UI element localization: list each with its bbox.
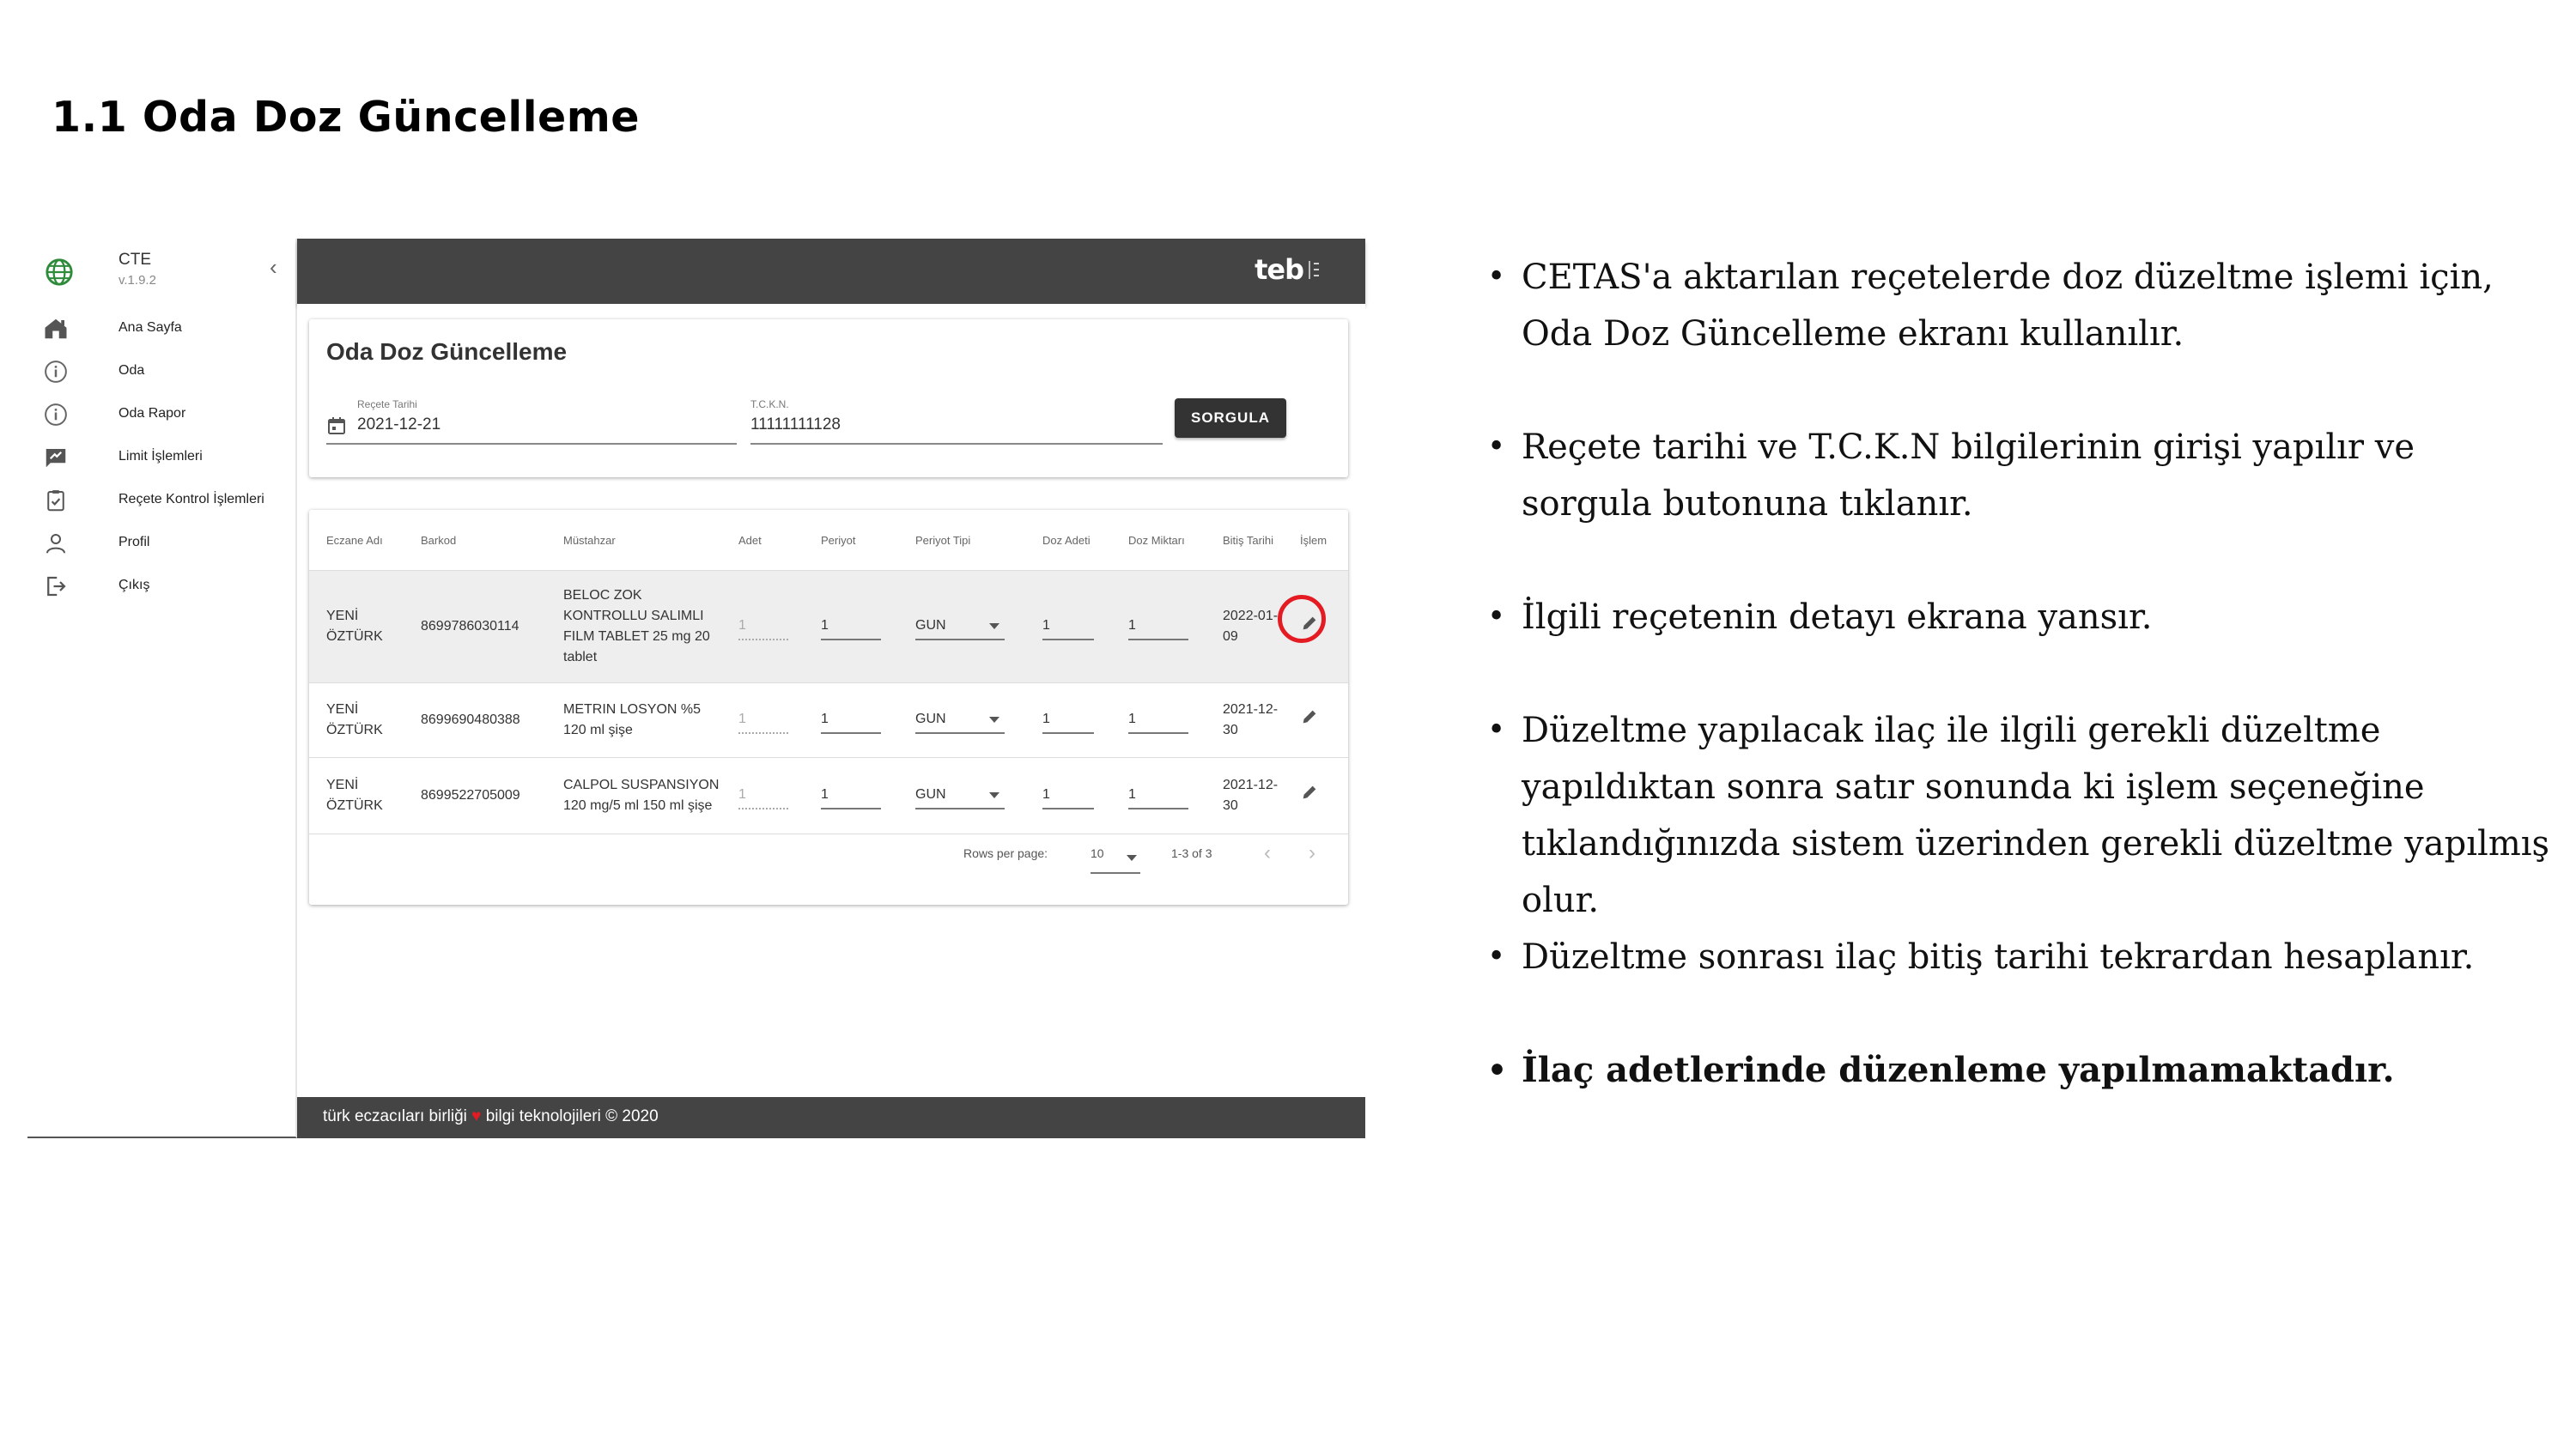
main-content [297, 304, 1365, 1088]
instruction-item: • CETAS'a aktarılan reçetelerde doz düzeltme işlemi için, Oda Doz Güncelleme ekranı kullanılır. [1485, 249, 2550, 362]
home-icon [43, 316, 69, 342]
col-header-period-type: Periyot Tipi [898, 510, 1025, 571]
product-cell: METRIN LOSYON %5 120 ml şişe [546, 683, 721, 758]
brand-text: teb [1255, 253, 1303, 286]
footer-text [323, 1107, 659, 1126]
count-field: 1 [738, 706, 788, 734]
dose-count-cell [1025, 571, 1111, 683]
table-row [309, 683, 1348, 758]
col-header-period: Periyot [804, 510, 898, 571]
sidebar-item-limit-islemleri[interactable] [43, 441, 292, 476]
brand-mark: ▬ ▬ ▬ [1309, 261, 1343, 279]
user-icon [43, 530, 69, 556]
col-header-action: İşlem [1283, 510, 1348, 571]
sidebar-item-label: Ana Sayfa [118, 320, 182, 335]
count-cell [721, 683, 804, 758]
sidebar-item-oda-rapor[interactable] [43, 398, 292, 433]
pharmacy-cell: YENİ ÖZTÜRK [309, 571, 404, 683]
prescription-date-label: Reçete Tarihi [357, 398, 417, 410]
app-version: v.1.9.2 [118, 273, 156, 288]
prescription-date-input[interactable] [357, 415, 726, 434]
app-screenshot [27, 239, 1365, 1138]
rows-per-page-value: 10 [1091, 846, 1104, 860]
period-type-select[interactable] [915, 613, 1005, 640]
period-type-cell [898, 758, 1025, 834]
pharmacy-cell: YENİ ÖZTÜRK [309, 758, 404, 834]
pagination-range: 1-3 of 3 [1171, 846, 1212, 860]
dropdown-caret-icon [1127, 855, 1137, 861]
period-type-value: GUN [915, 787, 946, 802]
period-type-cell [898, 571, 1025, 683]
count-cell [721, 758, 804, 834]
period-type-select[interactable] [915, 782, 1005, 809]
calendar-icon[interactable] [326, 415, 347, 436]
instruction-item: • Reçete tarihi ve T.C.K.N bilgilerinin girişi yapılır ve sorgula butonuna tıklanır. [1485, 419, 2550, 532]
dropdown-caret-icon [989, 792, 999, 798]
top-app-bar [297, 239, 1365, 304]
tckn-label: T.C.K.N. [750, 398, 789, 410]
highlight-circle [1278, 595, 1326, 643]
period-input[interactable]: 1 [821, 613, 881, 640]
limit-icon [43, 445, 69, 470]
action-cell [1283, 758, 1348, 834]
prescription-table-card [309, 510, 1348, 905]
instruction-item: • İlgili reçetenin detayı ekrana yansır. [1485, 589, 2550, 646]
end-date-cell: 2022-01-09 [1206, 571, 1283, 683]
period-input[interactable]: 1 [821, 706, 881, 734]
rows-per-page-select[interactable] [1091, 846, 1140, 874]
count-field: 1 [738, 782, 788, 809]
instruction-item: • Düzeltme sonrası ilaç bitiş tarihi tekrardan hesaplanır. [1485, 929, 2550, 985]
sidebar-item-label: Oda Rapor [118, 406, 186, 421]
tckn-input[interactable] [750, 415, 1163, 434]
globe-icon [45, 258, 74, 287]
col-header-barcode: Barkod [404, 510, 546, 571]
period-input[interactable]: 1 [821, 782, 881, 809]
page-title: Oda Doz Güncelleme [326, 338, 568, 365]
table-row [309, 571, 1348, 683]
brand-logo [1255, 252, 1343, 287]
period-cell [804, 571, 898, 683]
end-date-cell: 2021-12-30 [1206, 683, 1283, 758]
sidebar-item-label: Oda [118, 363, 145, 378]
sidebar-item-oda[interactable] [43, 355, 292, 390]
clipboard-check-icon [43, 488, 69, 513]
instruction-item-bold: • İlaç adetlerinde düzenleme yapılmamaktadır. [1485, 1042, 2550, 1099]
col-header-pharmacy: Eczane Adı [309, 510, 404, 571]
collapse-chevron-icon[interactable]: ‹ [270, 254, 277, 280]
barcode-cell: 8699690480388 [404, 683, 546, 758]
dose-amount-cell [1111, 683, 1206, 758]
dose-count-input[interactable]: 1 [1042, 613, 1094, 640]
dose-amount-cell [1111, 758, 1206, 834]
app-footer [297, 1097, 1365, 1138]
count-cell [721, 571, 804, 683]
period-type-select[interactable] [915, 706, 1005, 734]
end-date-cell: 2021-12-30 [1206, 758, 1283, 834]
footer-text-start: türk eczacıları birliği [323, 1107, 467, 1125]
sidebar-item-label: Çıkış [118, 578, 150, 592]
col-header-count: Adet [721, 510, 804, 571]
action-cell [1283, 683, 1348, 758]
document-title: 1.1 Oda Doz Güncelleme [52, 93, 641, 142]
period-cell [804, 683, 898, 758]
sidebar-item-label: Reçete Kontrol İşlemleri [118, 492, 264, 506]
prescription-date-field[interactable] [326, 398, 737, 445]
sidebar-item-ana-sayfa[interactable] [43, 312, 292, 347]
chevron-right-icon[interactable]: › [1309, 841, 1315, 864]
col-header-dose-count: Doz Adeti [1025, 510, 1111, 571]
col-header-end-date: Bitiş Tarihi [1206, 510, 1283, 571]
sidebar-item-label: Profil [118, 535, 150, 549]
instruction-item: • Düzeltme yapılacak ilaç ile ilgili gerekli düzeltme yapıldıktan sonra satır sonunda ki işlem seçeneğine tıklandığınızda sistem üzerinden gerekli düzeltme yapılmış olur. [1485, 702, 2550, 929]
footer-text-end: bilgi teknolojileri © 2020 [485, 1107, 659, 1125]
rows-per-page-label: Rows per page: [963, 846, 1048, 860]
chevron-left-icon[interactable]: ‹ [1264, 841, 1271, 864]
sidebar [27, 239, 297, 1138]
logout-icon [43, 573, 69, 599]
info-icon [43, 359, 69, 385]
table-row [309, 758, 1348, 834]
app-name: CTE [118, 251, 151, 269]
col-header-dose-amount: Doz Miktarı [1111, 510, 1206, 571]
edit-pencil-icon[interactable] [1300, 707, 1319, 726]
product-cell: BELOC ZOK KONTROLLU SALIMLI FILM TABLET 25 mg 20 tablet [546, 571, 721, 683]
barcode-cell: 8699522705009 [404, 758, 546, 834]
dose-count-cell [1025, 758, 1111, 834]
dose-count-input[interactable]: 1 [1042, 782, 1094, 809]
query-button[interactable]: SORGULA [1175, 398, 1286, 438]
product-cell: CALPOL SUSPANSIYON 120 mg/5 ml 150 ml şişe [546, 758, 721, 834]
count-field: 1 [738, 613, 788, 640]
sidebar-item-recete-kontrol[interactable] [43, 484, 292, 518]
dropdown-caret-icon [989, 717, 999, 723]
dose-amount-input[interactable]: 1 [1128, 613, 1188, 640]
dropdown-caret-icon [989, 623, 999, 629]
pharmacy-cell: YENİ ÖZTÜRK [309, 683, 404, 758]
period-type-value: GUN [915, 618, 946, 633]
query-card [309, 319, 1348, 477]
dose-amount-input[interactable]: 1 [1128, 706, 1188, 734]
edit-pencil-icon[interactable] [1300, 783, 1319, 802]
dose-count-input[interactable]: 1 [1042, 706, 1094, 734]
table-header-row [309, 510, 1348, 571]
prescription-table [309, 510, 1348, 834]
sidebar-item-label: Limit İşlemleri [118, 449, 203, 464]
dose-count-cell [1025, 683, 1111, 758]
info-icon [43, 402, 69, 427]
tckn-field[interactable] [750, 398, 1163, 445]
period-cell [804, 758, 898, 834]
dose-amount-input[interactable]: 1 [1128, 782, 1188, 809]
sidebar-item-profil[interactable] [43, 527, 292, 561]
period-type-value: GUN [915, 712, 946, 726]
barcode-cell: 8699786030114 [404, 571, 546, 683]
heart-icon: ♥ [471, 1107, 482, 1125]
dose-amount-cell [1111, 571, 1206, 683]
period-type-cell [898, 683, 1025, 758]
col-header-product: Müstahzar [546, 510, 721, 571]
sidebar-item-cikis[interactable] [43, 570, 292, 604]
sidebar-header [45, 246, 294, 299]
